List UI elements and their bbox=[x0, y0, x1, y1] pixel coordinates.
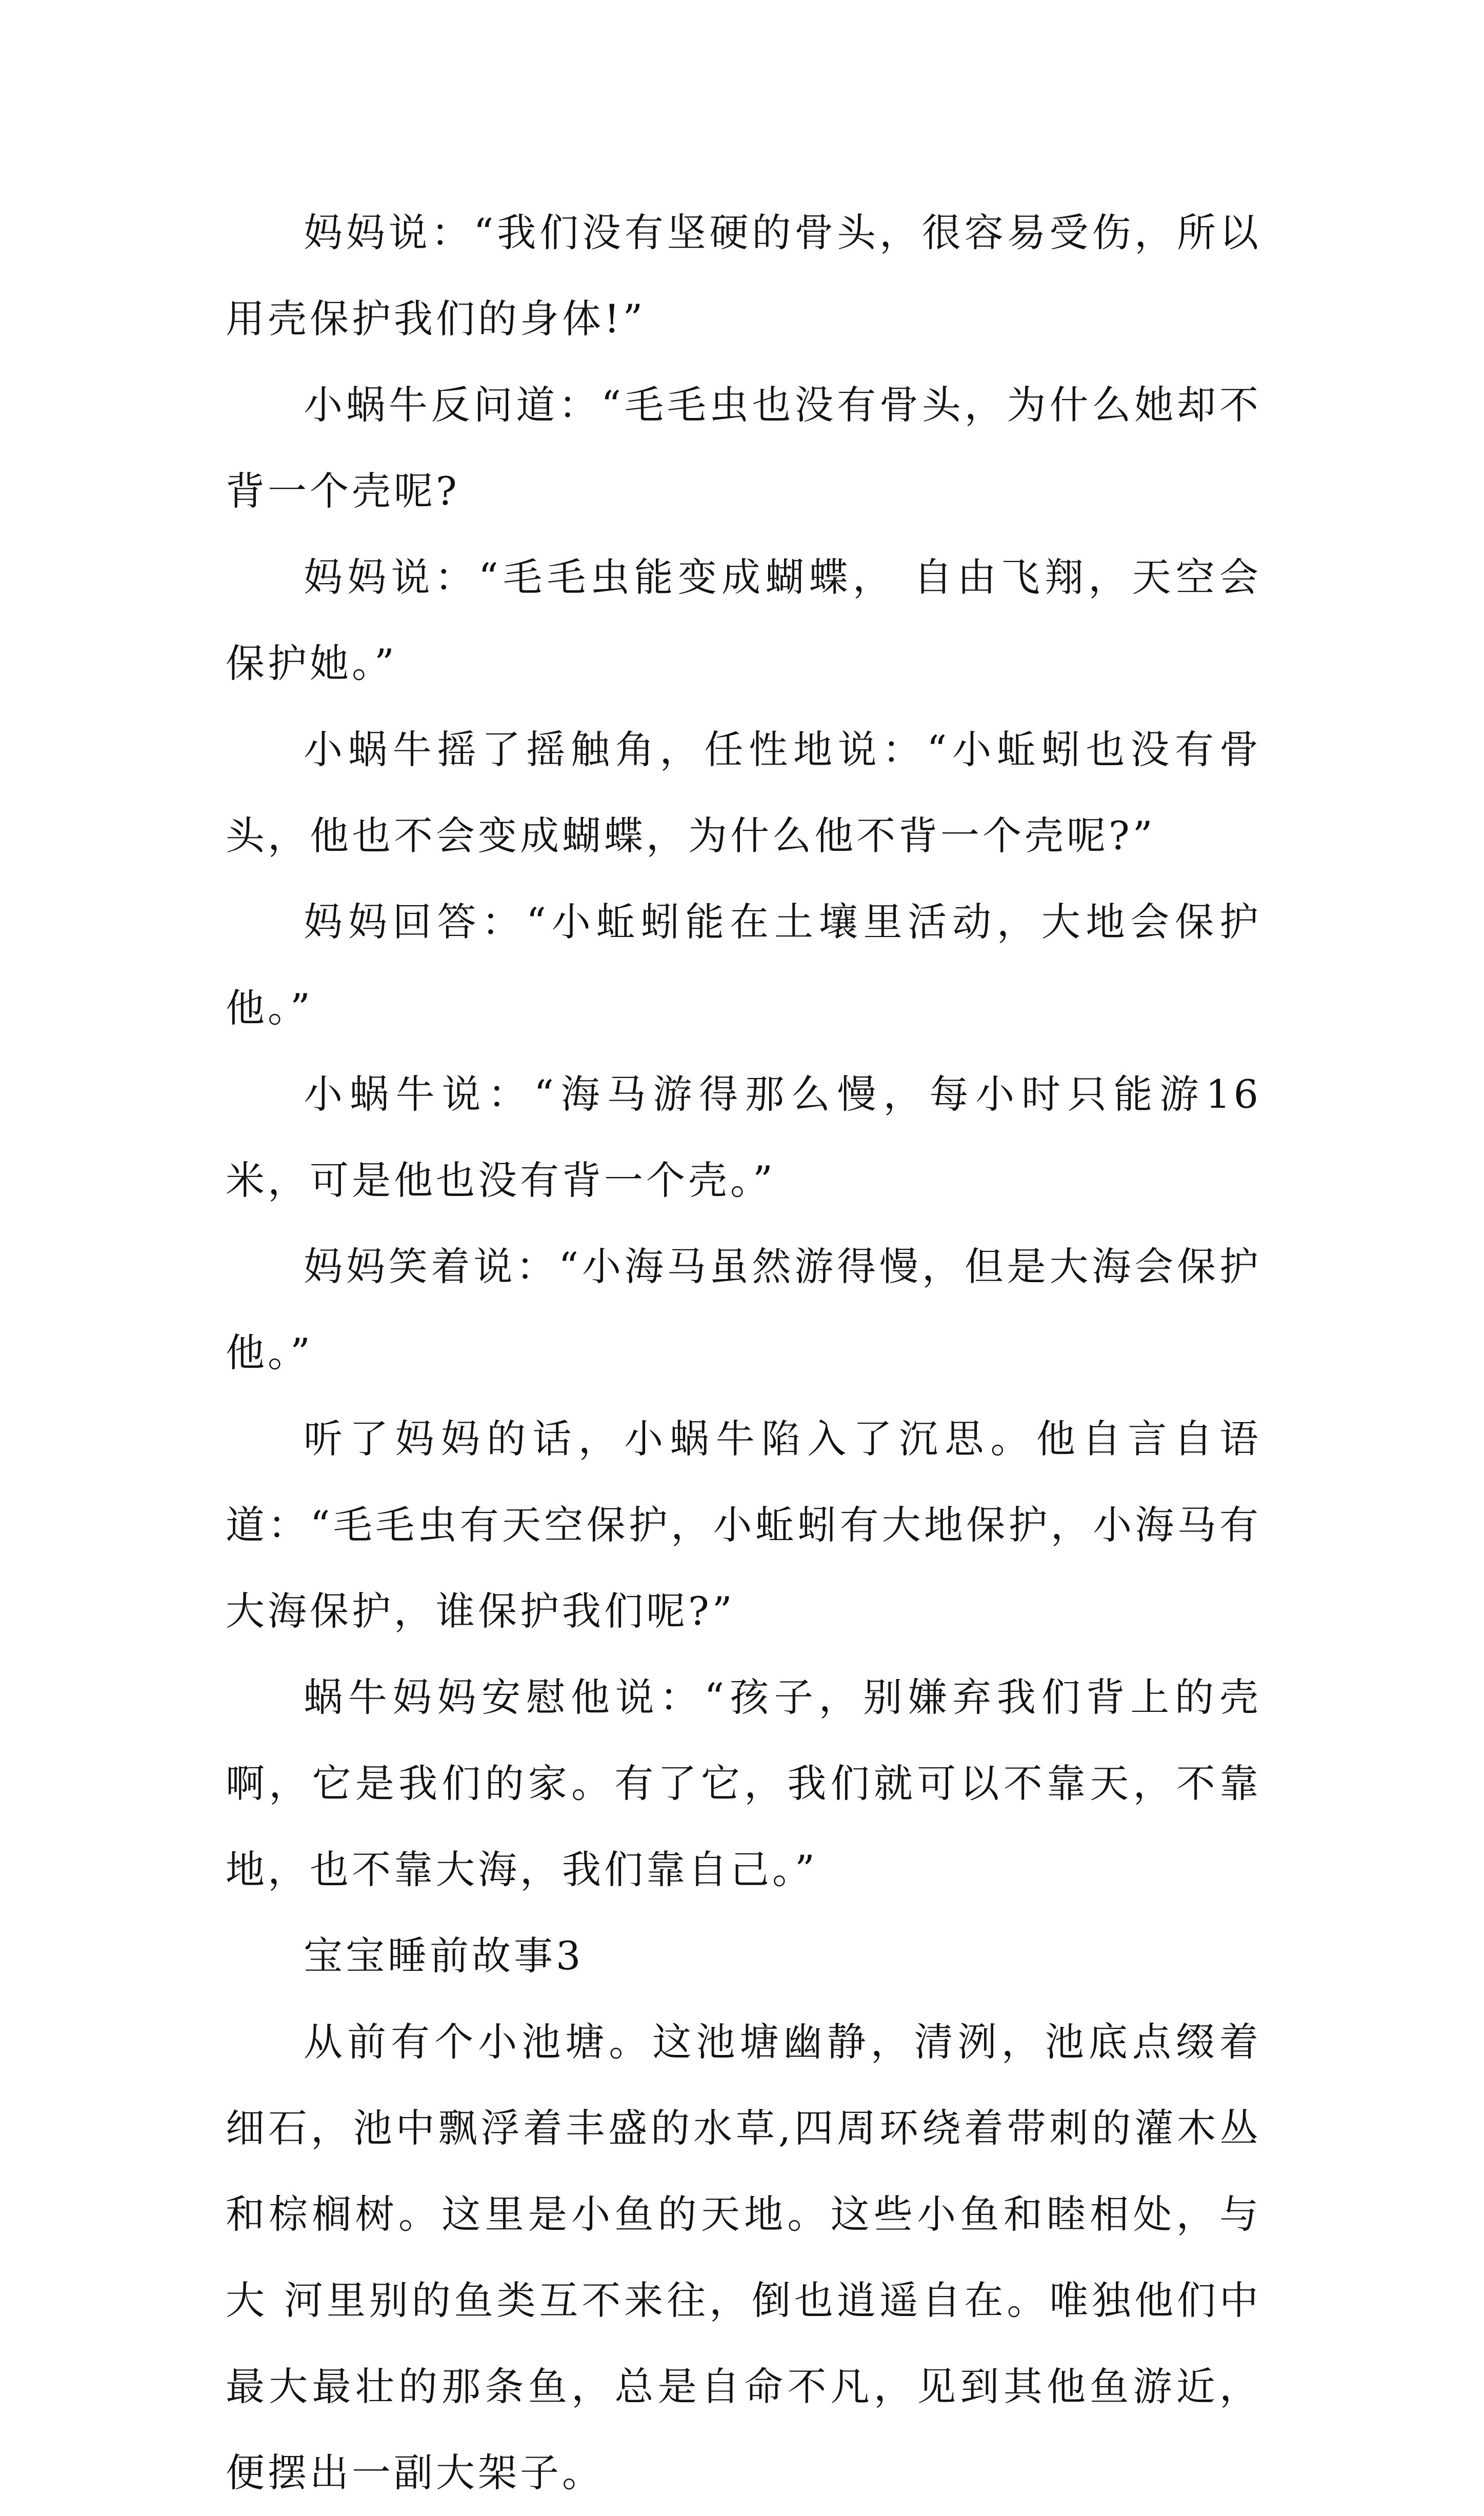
paragraph: 小蜗牛摇了摇触角，任性地说：“小蚯蚓也没有骨头，他也不会变成蝴蝶，为什么他不背一个壳呢?” bbox=[226, 727, 1261, 858]
paragraph: 妈妈回答：“小蚯蚓能在土壤里活动，大地会保护他。” bbox=[226, 899, 1261, 1031]
paragraph: 妈妈笑着说：“小海马虽然游得慢，但是大海会保护他。” bbox=[226, 1244, 1261, 1375]
paragraph: 听了妈妈的话，小蜗牛陷入了沉思。他自言自语道：“毛毛虫有天空保护，小蚯蚓有大地保护，小海马有大海保护，谁保护我们呢?” bbox=[226, 1416, 1261, 1634]
paragraph: 蜗牛妈妈安慰他说：“孩子，别嫌弃我们背上的壳啊，它是我们的家。有了它，我们就可以不靠天，不靠地，也不靠大海，我们靠自己。” bbox=[226, 1674, 1261, 1892]
paragraph: 妈妈说：“我们没有坚硬的骨头，很容易受伤，所以用壳保护我们的身体!” bbox=[226, 210, 1261, 342]
document-body bbox=[226, 190, 1261, 2516]
paragraph: 小蜗牛反问道：“毛毛虫也没有骨头，为什么她却不背一个壳呢? bbox=[226, 382, 1261, 514]
paragraph: 小蜗牛说：“海马游得那么慢，每小时只能游16米，可是他也没有背一个壳。” bbox=[226, 1071, 1261, 1203]
paragraph: 从前有个小池塘。这池塘幽静，清洌，池底点缀着细石，池中飘浮着丰盛的水草,四周环绕着带刺的灌木丛和棕榈树。这里是小鱼的天地。这些小鱼和睦相处，与大 河里别的鱼类互不来往，倒也逍遥自在。唯独他们中最大最壮的那条鱼，总是自命不凡，见到其他鱼游近，便摆出一副大架子。 bbox=[226, 2019, 1261, 2495]
paragraph: 妈妈说：“毛毛虫能变成蝴蝶， 自由飞翔，天空会保护她。” bbox=[226, 554, 1261, 686]
section-heading: 宝宝睡前故事3 bbox=[304, 1933, 584, 1979]
